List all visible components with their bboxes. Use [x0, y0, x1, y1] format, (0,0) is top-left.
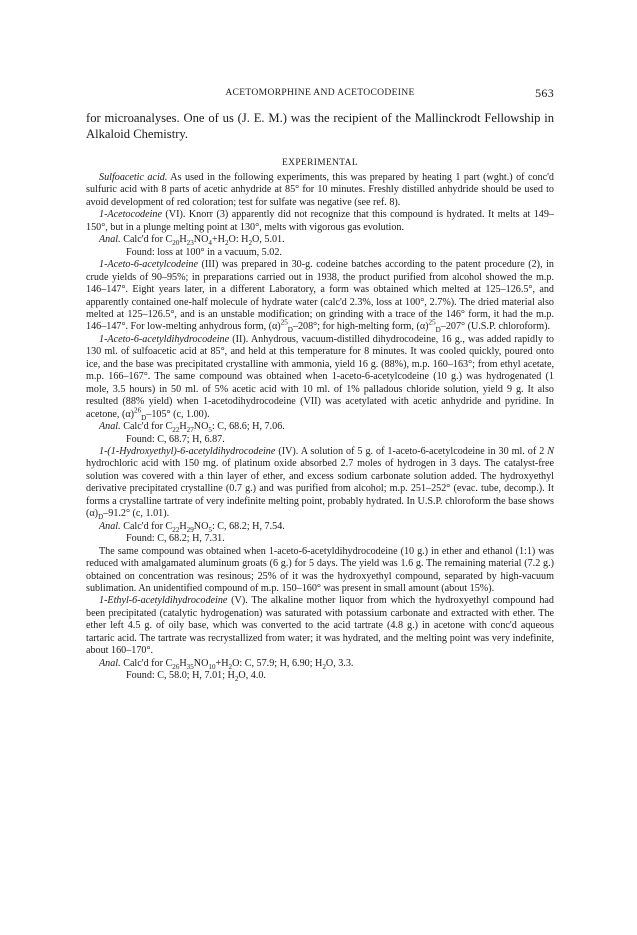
d-line-subscript: D: [98, 513, 104, 522]
formula-text: NO: [193, 657, 209, 669]
paragraph-text: (IV). A solution of 5 g. of 1-aceto-6-acetylcodeine in 30 ml. of 2: [275, 445, 548, 457]
formula-subscript: 35: [186, 662, 194, 671]
running-title: ACETOMORPHINE AND ACETOCODEINE: [225, 87, 415, 98]
formula-text: NO: [193, 234, 209, 246]
formula-subscript: 10: [208, 662, 216, 671]
calc-text: O: C, 57.9; H, 6.90; H: [232, 657, 323, 669]
formula-text: H: [179, 421, 187, 433]
formula-subscript: 2: [322, 662, 326, 671]
paragraph-same-compound: The same compound was obtained when 1-aceto-6-acetyldihydrocodeine (10 g.) in ether and ethanol (1:1) was reduced with amalgamated aluminum groats (6 g.) for 5 days. The yield was 1.6 g. The remaining material (7.2 g.) obtained on concentration was resinous; 25% of it was the hydroxyethyl compound, separated by high-vacuum sublimation. An unidentified compound of m.p. 150–160° was present in small amount (about 15%).: [86, 545, 554, 594]
page-number: 563: [535, 86, 554, 100]
paragraph-aceto-acetyldihydrocodeine: [86, 334, 554, 421]
formula-subscript: 29: [186, 525, 194, 534]
normality-symbol: N: [547, 445, 554, 457]
compound-name: Sulfoacetic acid.: [99, 172, 168, 183]
formula-subscript: 27: [186, 426, 194, 435]
calc-text: +H: [211, 234, 225, 246]
analysis-block: [86, 658, 554, 670]
formula-subscript: 23: [186, 239, 194, 248]
d-line-subscript: D: [435, 326, 441, 335]
paragraph-acetocodeine: [86, 209, 554, 234]
analysis-block: [86, 521, 554, 533]
calc-text: Calc'd for C: [123, 657, 173, 669]
paragraph-text: As used in the following experiments, this was prepared by heating 1 part (wght.) of conc'd sulfuric acid with 8 parts of acetic anhydride at 85° for 10 minutes. Freshly distilled anhydride should be used to avoid development of red coloration; test for sulfate was negative (see ref. 8).: [86, 172, 554, 208]
found-text: Found: C, 58.0; H, 7.01; H: [126, 670, 235, 682]
formula-text: NO: [193, 520, 209, 532]
found-line: Found: C, 68.2; H, 7.31.: [126, 533, 225, 545]
formula-text: H: [179, 520, 187, 532]
paragraph-text: –91.2° (c, 1.01).: [103, 508, 170, 520]
calc-text: Calc'd for C: [123, 234, 173, 246]
calc-text: Calc'd for C: [123, 520, 173, 532]
paragraph-text: –208°; for high-melting form, (α): [292, 321, 429, 333]
formula-text: H: [179, 657, 187, 669]
paragraph-hydroxyethyl-compound: [86, 446, 554, 521]
running-head: [86, 87, 554, 101]
formula-subscript: 4: [208, 239, 212, 248]
experimental-body: [86, 172, 554, 683]
compound-name: 1-Ethyl-6-acetyldihydrocodeine: [99, 595, 228, 607]
compound-name: 1-Aceto-6-acetylcodeine: [99, 259, 198, 271]
formula-subscript: 2: [234, 675, 239, 684]
formula-subscript: 2: [228, 662, 233, 671]
formula-subscript: 2: [248, 239, 253, 248]
calc-text: O, 5.01.: [252, 234, 285, 246]
formula-subscript: 20: [172, 239, 180, 248]
formula-subscript: 5: [208, 426, 212, 435]
calc-text: : C, 68.2; H, 7.54.: [211, 520, 285, 532]
analysis-label: Anal.: [99, 657, 121, 669]
paragraph-text: (VI). Knorr (3) apparently did not recognize that this compound is hydrated. It melts at 149–150°, but in a plunge melting point at 130°, melts with vigorous gas evolution.: [86, 209, 554, 233]
temperature-superscript: 25: [280, 319, 288, 328]
analysis-label: Anal.: [99, 520, 121, 532]
intro-paragraph: for microanalyses. One of us (J. E. M.) was the recipient of the Mallinckrodt Fellowship in Alkaloid Chemistry.: [86, 111, 554, 141]
analysis-label: Anal.: [99, 421, 121, 433]
d-line-subscript: D: [287, 326, 293, 335]
compound-name: 1-(1-Hydroxyethyl)-6-acetyldihydrocodeine: [99, 445, 276, 457]
analysis-block: [86, 421, 554, 433]
formula-subscript: 5: [208, 525, 212, 534]
analysis-block: [86, 234, 554, 246]
compound-name: 1-Aceto-6-acetyldihydrocodeine: [99, 333, 230, 345]
paragraph-text: hydrochloric acid with 150 mg. of platinum oxide absorbed 2.7 moles of hydrogen in 3 days. The catalyst-free solution was covered with a thin layer of ether, and excess sodium carbonate solution added. The hydroxyethyl derivative precipitated crystalline (0.7 g.) and was purified from alcohol; m.p. 251–252° (evac. tube, decomp.). It forms a crystalline tartrate of very indefinite melting point, probably hydrated. In U.S.P. chloroform the base shows (α): [86, 458, 554, 520]
compound-name: 1-Acetocodeine: [99, 209, 162, 221]
paragraph-text: (III) was prepared in 30-g. codeine batches according to the patent procedure (2), in crude yields of 90–95%; in preparations carried out in 1938, the product purified from alcohol showed the m.p. 146–147°. Eight years later, in a different Laboratory, a form was obtained which melted at 125–126.5°, and apparently contained one-half molecule of hydrate water (calc'd 2.3%, loss at 100°, 2.7%). The dried material also melted at 125–126.5°, and is an unstable modification; on grinding with a trace of the 146° form, it had the m.p. 146–147°. For low-melting anhydrous form, (α): [86, 259, 554, 333]
section-heading: EXPERIMENTAL: [282, 158, 358, 168]
found-line: Found: C, 68.7; H, 6.87.: [126, 433, 225, 445]
calc-text: O: H: [228, 234, 249, 246]
found-line: Found: loss at 100° in a vacuum, 5.02.: [126, 246, 282, 258]
calc-text: : C, 68.6; H, 7.06.: [211, 421, 285, 433]
calc-text: Calc'd for C: [123, 421, 173, 433]
calc-text: +H: [215, 657, 229, 669]
temperature-superscript: 25: [428, 319, 436, 328]
temperature-superscript: 26: [134, 406, 142, 415]
formula-text: H: [179, 234, 187, 246]
formula-subscript: 22: [172, 426, 180, 435]
paragraph-text: –105° (c, 1.00).: [146, 408, 210, 420]
paragraph-sulfoacetic-acid: [86, 172, 554, 209]
paragraph-ethyl-compound: [86, 595, 554, 657]
found-line: [86, 670, 554, 682]
formula-text: NO: [193, 421, 209, 433]
calc-text: O, 3.3.: [325, 657, 354, 669]
found-text: O, 4.0.: [238, 670, 266, 682]
formula-subscript: 22: [172, 525, 180, 534]
analysis-label: Anal.: [99, 234, 121, 246]
paragraph-aceto-acetylcodeine: [86, 259, 554, 334]
formula-subscript: 2: [224, 239, 229, 248]
d-line-subscript: D: [141, 413, 147, 422]
paragraph-text: (V). The alkaline mother liquor from which the hydroxyethyl compound had been precipitated (catalytic hydrogenation) was saturated with potassium carbonate and extracted with ether. The ether left 4.5 g. of oily base, which was converted to the acid tartrate (4.8 g.) in acetone with conc'd aqueous tartaric acid. The tartrate was recrystallized from water; it was hydrated, and the melting point was very indefinite, about 160–170°.: [86, 595, 554, 657]
formula-subscript: 26: [172, 662, 180, 671]
paragraph-text: –207° (U.S.P. chloroform).: [440, 321, 550, 333]
paragraph-text: (II). Anhydrous, vacuum-distilled dihydrocodeine, 16 g., was added rapidly to 130 ml. of sulfoacetic acid at 85°, and held at this temperature for 8 minutes. It was cooled quickly, poured onto ice, and the base was precipitated crystalline with ammonia, yield 16 g. (88%), m.p. 160–163°; from ethyl acetate, m.p. 166–167°. The same compound was obtained when 1-aceto-6-acetylcodeine (10 g.) was hydrogenated (1 mole, 3.5 hours) in 50 ml. of 5% acetic acid with 10 ml. of 1% palladous chloride solution, yield 9 g. It also resulted (88% yield) when 1-acetodihydrocodeine (VII) was acetylated with acetic anhydride and pyridine. In acetone, (α): [86, 333, 554, 420]
